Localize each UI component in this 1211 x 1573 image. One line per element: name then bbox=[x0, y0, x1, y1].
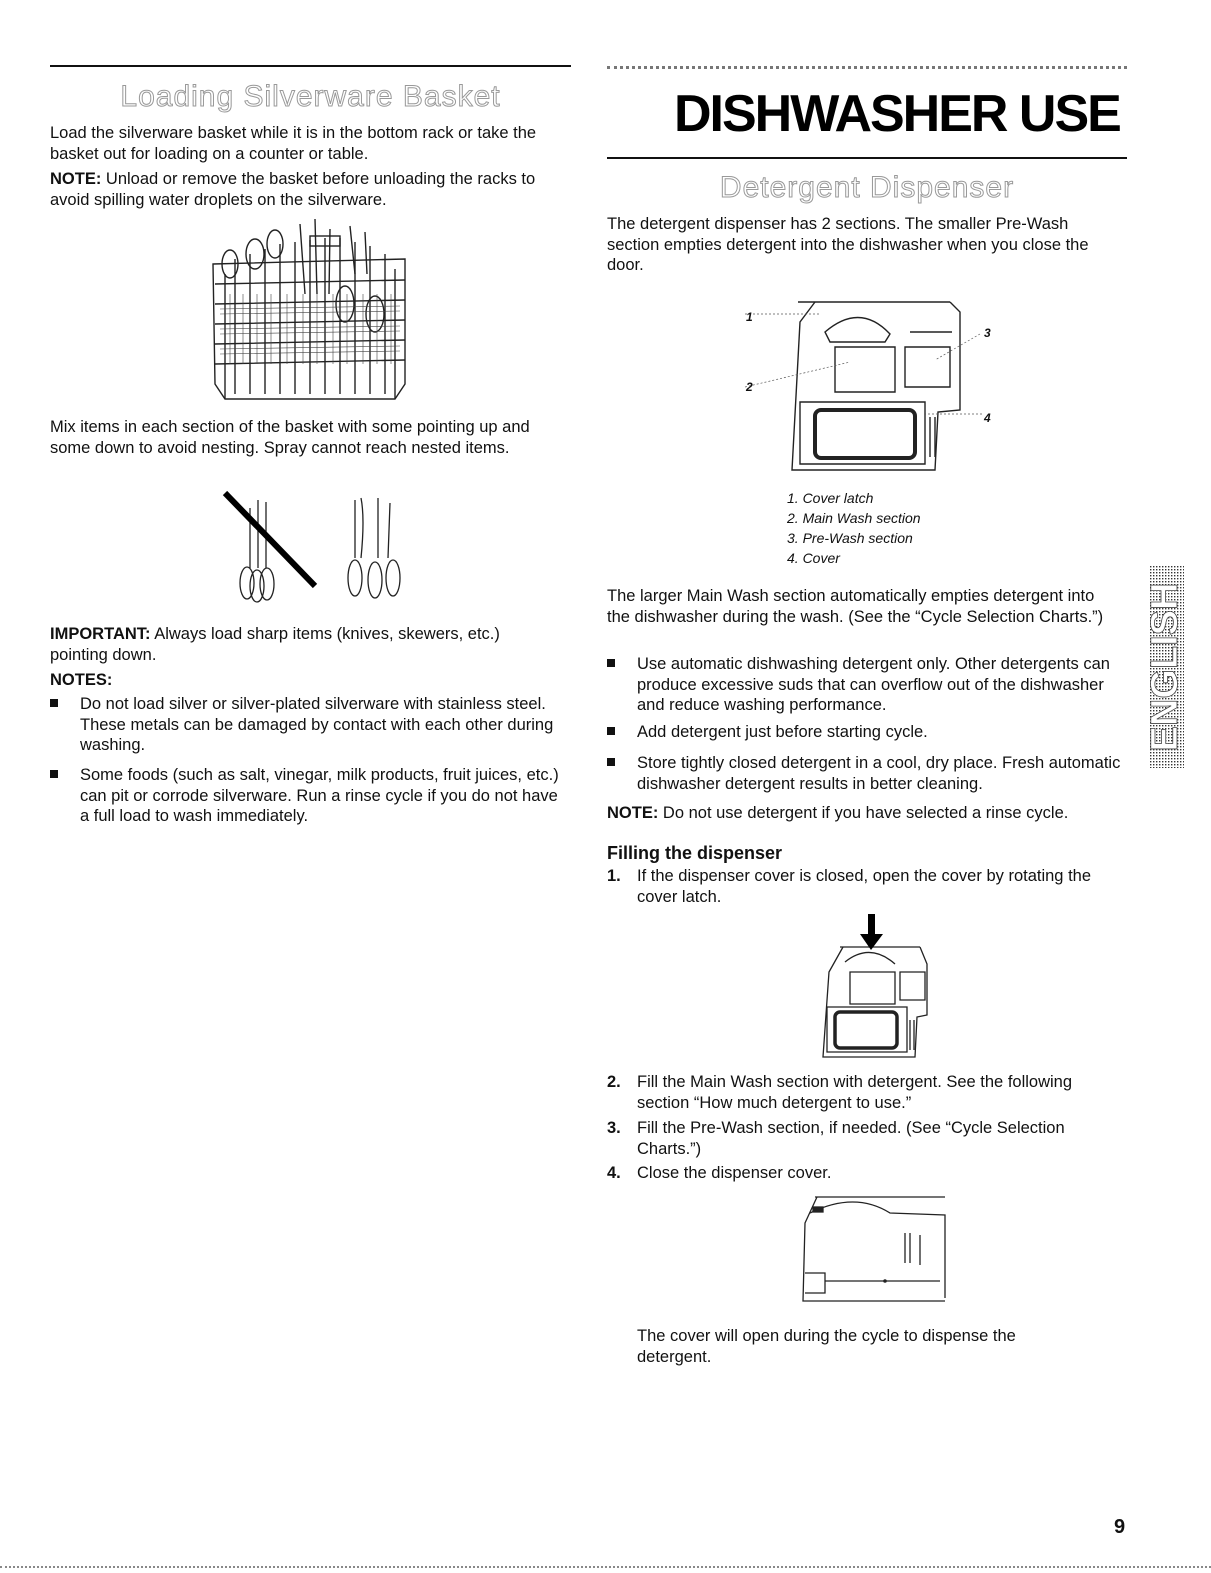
bullet-icon bbox=[607, 727, 615, 735]
note-text: Unload or remove the basket before unloading the racks to avoid spilling water droplets on the silverware. bbox=[50, 170, 536, 209]
rinse-note bbox=[607, 803, 1122, 824]
dispenser-diagram bbox=[720, 292, 1010, 482]
right-top-dotted-rule bbox=[607, 66, 1127, 69]
silverware-intro: Load the silverware basket while it is in the bottom rack or take the basket out for loading on a counter or table. bbox=[50, 124, 537, 163]
list-item-text: Add detergent just before starting cycle. bbox=[637, 723, 928, 741]
callout-3: 3 bbox=[984, 326, 991, 340]
important-body: Always load sharp items (knives, skewers, etc.) pointing down. bbox=[50, 625, 500, 664]
page-title: DISHWASHER USE bbox=[674, 85, 1120, 143]
side-tab-label: ENGLISH bbox=[1144, 582, 1187, 752]
main-wash-text: The larger Main Wash section automatically empties detergent into the dishwasher during the wash. (See the “Cycle Selection Charts.”) bbox=[607, 587, 1104, 626]
note-label: NOTE: bbox=[607, 804, 659, 822]
language-side-tab bbox=[1144, 566, 1187, 768]
mix-items-text: Mix items in each section of the basket with some pointing up and some down to avoid nesting. Spray cannot reach nested items. bbox=[50, 418, 530, 457]
callout-1: 1 bbox=[746, 310, 753, 324]
list-item-text: Some foods (such as salt, vinegar, milk products, fruit juices, etc.) can pit or corrode silverware. Run a rinse cycle if you do not have a full load to wash immediately. bbox=[80, 766, 559, 825]
closing-text: The cover will open during the cycle to dispense the detergent. bbox=[637, 1327, 1016, 1366]
list-item-text: Use automatic dishwashing detergent only. Other detergents can produce excessive suds that can overflow out of the dishwasher and reduce washing performance. bbox=[637, 655, 1110, 714]
step-number: 4. bbox=[607, 1164, 621, 1182]
dispenser-intro: The detergent dispenser has 2 sections. The smaller Pre-Wash section empties detergent into the dishwasher when you close the door. bbox=[607, 215, 1089, 274]
nested-silverware-illustration bbox=[225, 488, 415, 608]
left-top-rule bbox=[50, 65, 571, 67]
note-text: Do not use detergent if you have selected a rinse cycle. bbox=[658, 804, 1069, 822]
step-text: Fill the Pre-Wash section, if needed. (See “Cycle Selection Charts.”) bbox=[637, 1119, 1065, 1158]
side-tab-graphic bbox=[1144, 566, 1187, 768]
bottom-dotted-edge bbox=[0, 1566, 1211, 1568]
list-item-text: Do not load silver or silver-plated silverware with stainless steel. These metals can be damaged by contact with each other during washing. bbox=[80, 695, 554, 754]
bullet-icon bbox=[607, 659, 615, 667]
bullet-icon bbox=[50, 699, 58, 707]
note-label: NOTE: bbox=[50, 170, 102, 188]
silverware-basket-illustration bbox=[205, 214, 417, 414]
open-cover-illustration bbox=[815, 912, 930, 1062]
step-number: 1. bbox=[607, 867, 621, 885]
diagram-caption-3: 3. Pre-Wash section bbox=[787, 530, 913, 546]
dispenser-diagram-drawing bbox=[720, 292, 1010, 482]
list-item-text: Store tightly closed detergent in a cool, dry place. Fresh automatic dishwasher detergent results in better cleaning. bbox=[637, 754, 1121, 793]
filling-heading: Filling the dispenser bbox=[607, 843, 783, 863]
diagram-caption-2: 2. Main Wash section bbox=[787, 510, 921, 526]
step-text: If the dispenser cover is closed, open the cover by rotating the cover latch. bbox=[637, 867, 1092, 906]
step-text: Fill the Main Wash section with detergent. See the following section “How much detergent to use.” bbox=[637, 1073, 1073, 1112]
step-text: Close the dispenser cover. bbox=[637, 1164, 832, 1182]
important-label: IMPORTANT: bbox=[50, 625, 151, 643]
diagram-caption-4: 4. Cover bbox=[787, 550, 840, 566]
section-heading-silverware: Loading Silverware Basket bbox=[120, 80, 501, 113]
section-heading-detergent: Detergent Dispenser bbox=[719, 171, 1015, 204]
diagram-caption-1: 1. Cover latch bbox=[787, 490, 874, 506]
silverware-note bbox=[50, 169, 565, 210]
bullet-icon bbox=[50, 770, 58, 778]
important-text bbox=[50, 624, 560, 665]
page-number: 9 bbox=[1114, 1516, 1126, 1538]
callout-4: 4 bbox=[984, 411, 991, 425]
step-number: 2. bbox=[607, 1073, 621, 1091]
notes-label: NOTES: bbox=[50, 671, 113, 689]
callout-2: 2 bbox=[746, 380, 753, 394]
closed-cover-illustration bbox=[795, 1193, 950, 1308]
step-number: 3. bbox=[607, 1119, 621, 1137]
bullet-icon bbox=[607, 758, 615, 766]
right-title-rule bbox=[607, 157, 1127, 159]
